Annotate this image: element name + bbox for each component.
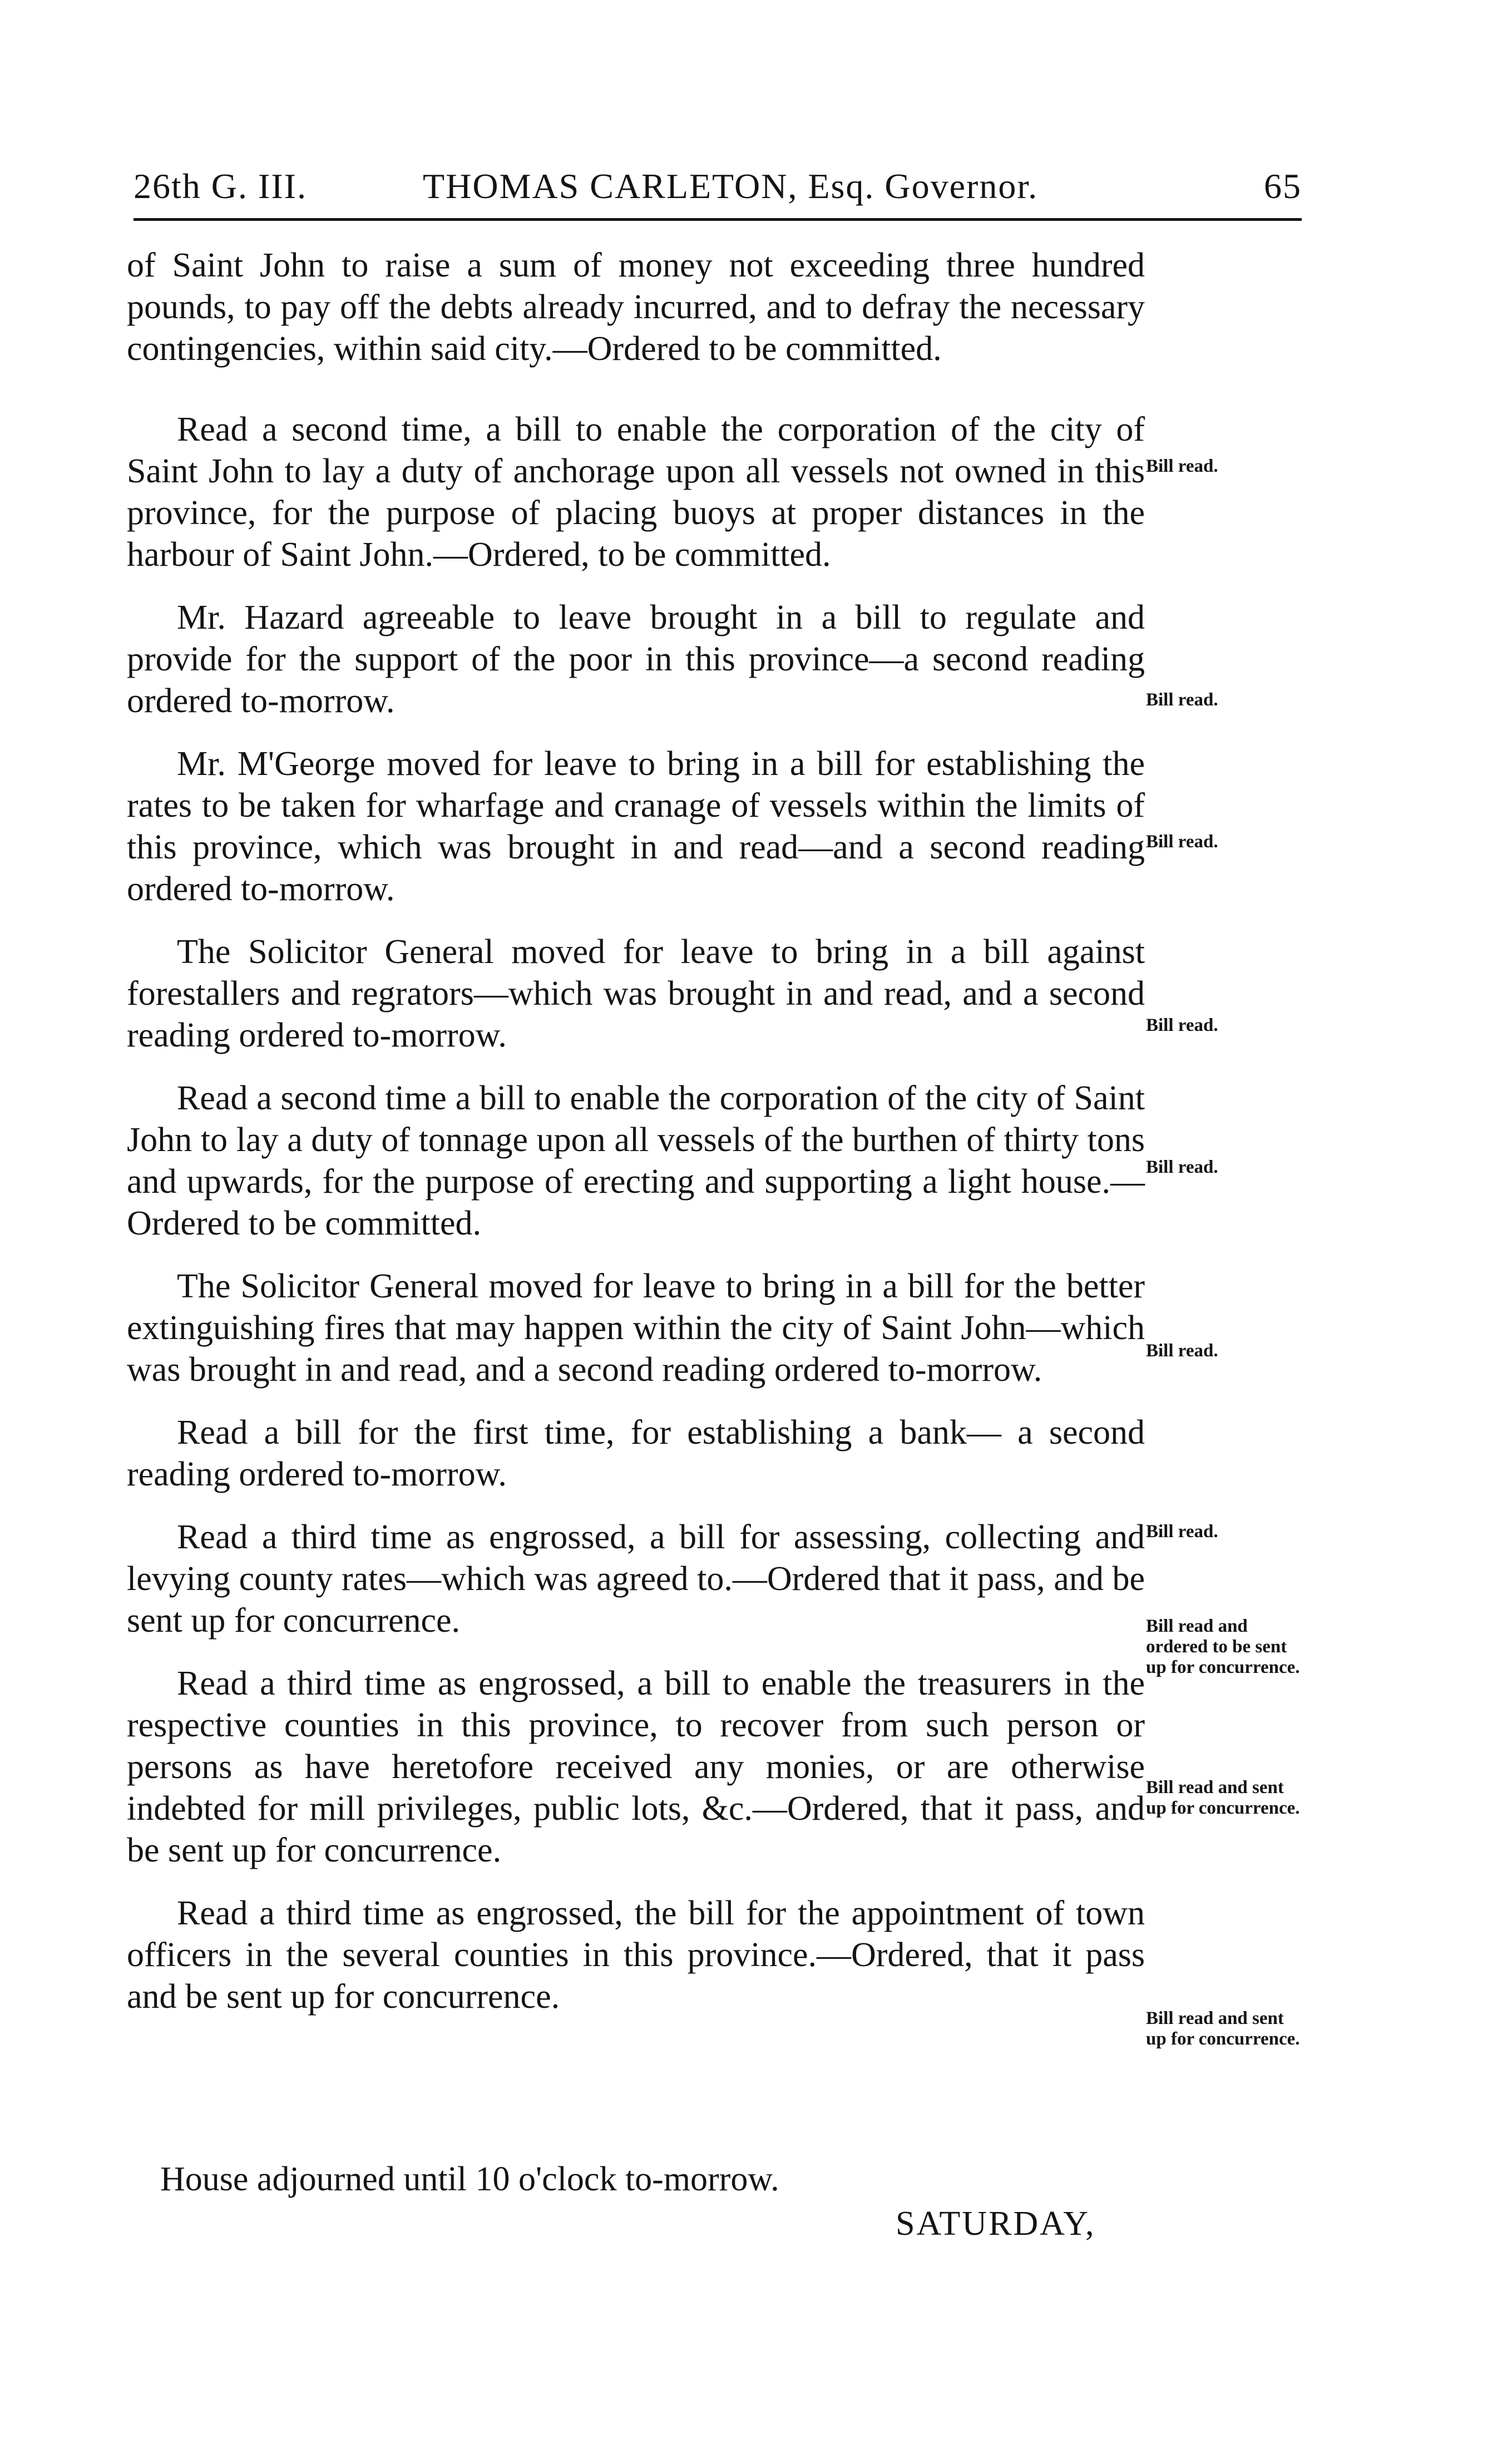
- paragraph-continued: of Saint John to raise a sum of money not exceeding three hundred pounds, to pay off the debts already incurred, and to defray the necessary contingencies, within said city.—Ordered to be committed.: [127, 246, 1145, 368]
- paragraph-fires-bill: The Solicitor General moved for leave to bring in a bill for the better extinguishing fires that may happen within the city of Saint John—which was brought in and read, and a second reading ordered to-morrow.: [127, 1267, 1145, 1389]
- margin-note: Bill read.: [1146, 1522, 1218, 1542]
- margin-note: Bill read and sent up for concurrence.: [1146, 2008, 1300, 2049]
- page-header: [134, 161, 1302, 211]
- margin-note: Bill read.: [1146, 832, 1218, 852]
- margin-note: Bill read.: [1146, 1341, 1218, 1361]
- catchword: SATURDAY,: [896, 2205, 1096, 2243]
- paragraph-county-rates-bill: Read a third time as engrossed, a bill for assessing, collecting and levying county rates—which was agreed to.—Ordered that it pass, and be sent up for concurrence.: [127, 1518, 1145, 1640]
- margin-note: Bill read.: [1146, 1015, 1218, 1035]
- page-body: [127, 245, 1145, 2039]
- paragraph-bank-bill: Read a bill for the first time, for establishing a bank— a second reading ordered to-morrow.: [127, 1414, 1145, 1493]
- page-number: 65: [1264, 166, 1302, 206]
- paragraph-wharfage-bill: Mr. M'George moved for leave to bring in a bill for establishing the rates to be taken for wharfage and cranage of vessels within the limits of this province, which was brought in and read—and a second reading ordered to-morrow.: [127, 745, 1145, 908]
- running-title: THOMAS CARLETON, Esq. Governor.: [423, 166, 1039, 206]
- paragraph-forestallers-bill: The Solicitor General moved for leave to bring in a bill against forestallers and regrators—which was brought in and read, and a second reading ordered to-morrow.: [127, 933, 1145, 1054]
- paragraph-tonnage-bill: Read a second time a bill to enable the corporation of the city of Saint John to lay a duty of tonnage upon all vessels of the burthen of thirty tons and upwards, for the purpose of erecting and supporting a light house.—Ordered to be committed.: [127, 1079, 1145, 1242]
- paragraph-treasurers-bill: Read a third time as engrossed, a bill to enable the treasurers in the respective counties in this province, to recover from such person or persons as have heretofore received any monies, or are otherwise indebted for mill privileges, public lots, &c.—Ordered, that it pass, and be sent up for concurrence.: [127, 1665, 1145, 1869]
- adjournment-line: House adjourned until 10 o'clock to-morrow.: [160, 2160, 779, 2198]
- paragraph-town-officers-bill: Read a third time as engrossed, the bill for the appointment of town officers in the several counties in this province.—Ordered, that it pass and be sent up for concurrence.: [127, 1894, 1145, 2016]
- paragraph-anchorage-bill: Read a second time, a bill to enable the corporation of the city of Saint John to lay a duty of anchorage upon all vessels not owned in this province, for the purpose of placing buoys at proper distances in the harbour of Saint John.—Ordered, to be committed.: [127, 411, 1145, 574]
- regnal-year: 26th G. III.: [134, 166, 307, 206]
- header-rule: [134, 218, 1302, 221]
- margin-note: Bill read.: [1146, 456, 1218, 476]
- margin-note: Bill read and sent up for concurrence.: [1146, 1777, 1300, 1818]
- paragraph-poor-bill: Mr. Hazard agreeable to leave brought in a bill to regulate and provide for the support of the poor in this province—a second reading ordered to-morrow.: [127, 599, 1145, 720]
- margin-note: Bill read and ordered to be sent up for concurrence.: [1146, 1616, 1300, 1677]
- margin-note: Bill read.: [1146, 1157, 1218, 1177]
- margin-note: Bill read.: [1146, 690, 1218, 710]
